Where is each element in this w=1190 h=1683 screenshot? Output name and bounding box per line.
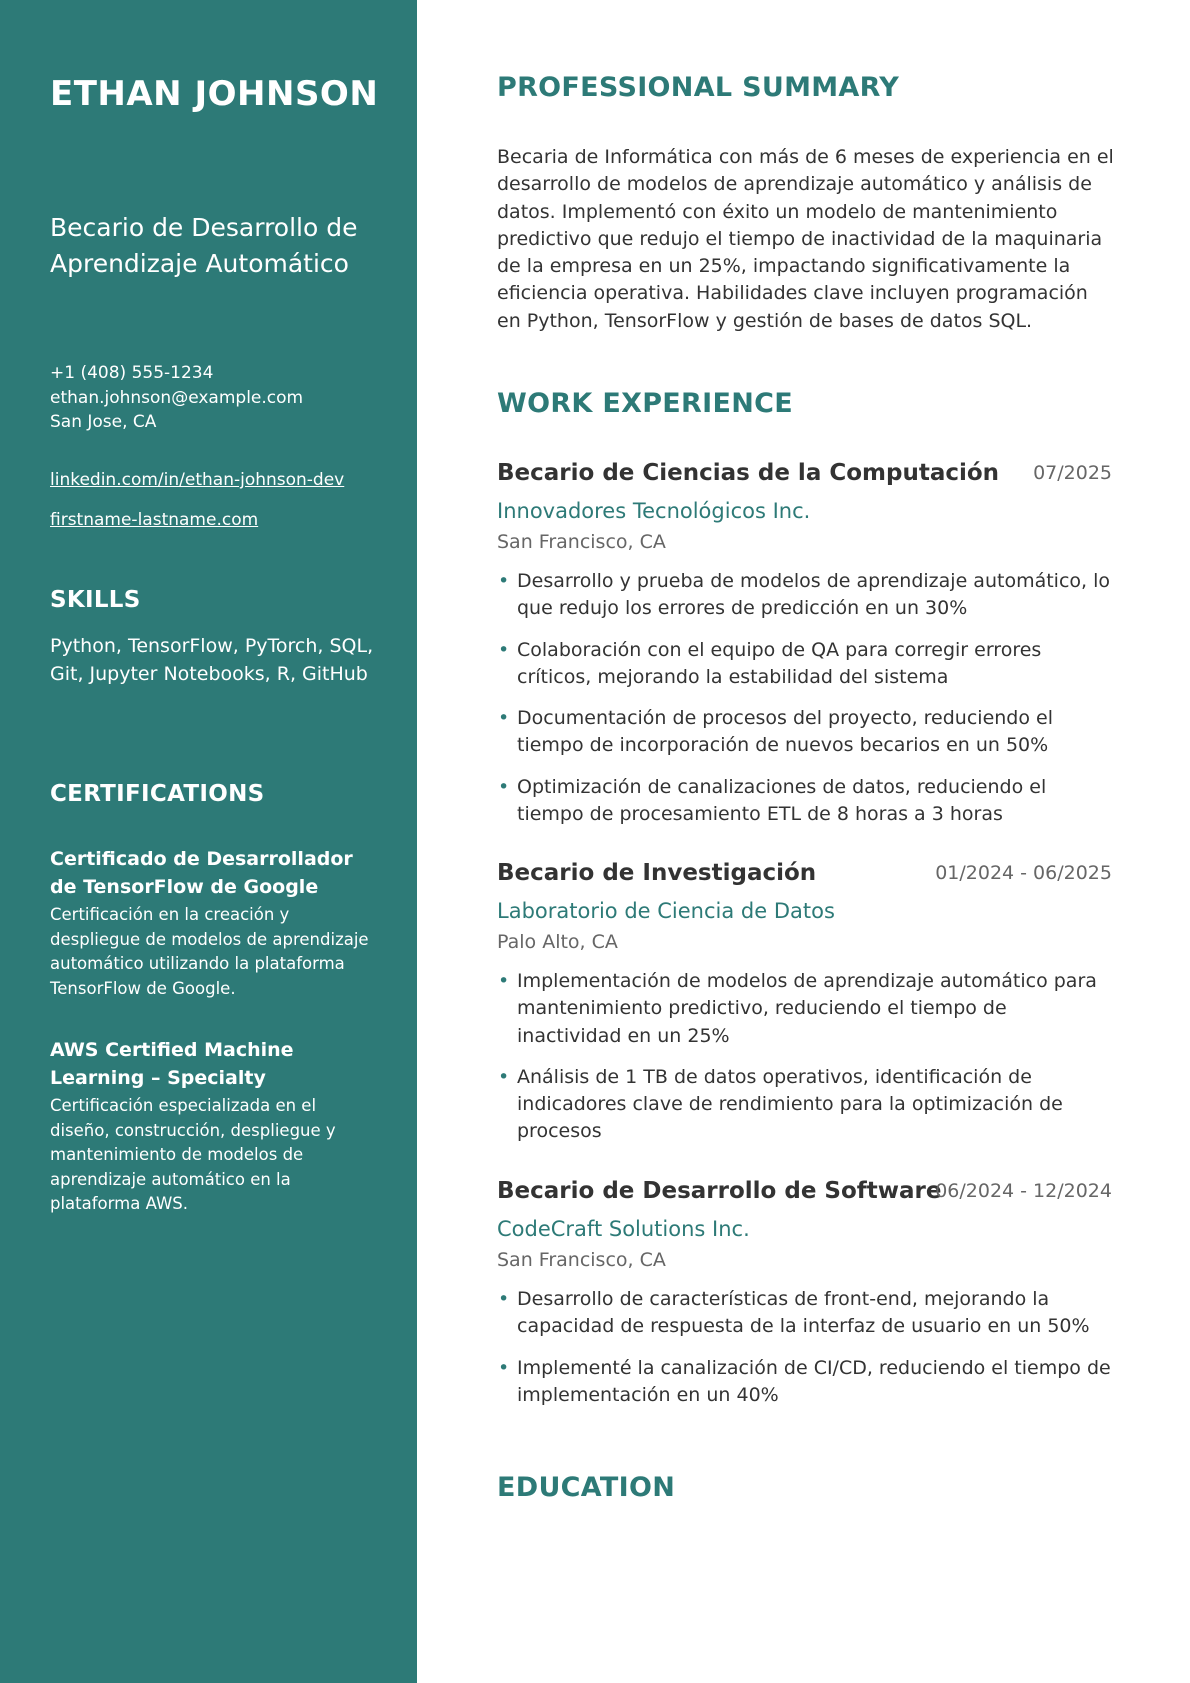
certification-description: Certificación en la creación y despliegue de modelos de aprendizaje automático utilizando la plataforma TensorFlow de Google. xyxy=(50,905,369,998)
skills-heading: SKILLS xyxy=(50,587,141,613)
job-date: 06/2024 - 12/2024 xyxy=(935,1180,1112,1202)
job-header xyxy=(497,460,1112,494)
job-location: Palo Alto, CA xyxy=(497,931,618,953)
bullet-item: • Implementación de modelos de aprendizaje automático para mantenimiento predictivo, reduciendo el tiempo de inactividad en un 25% xyxy=(497,968,1112,1050)
job-role xyxy=(50,210,380,282)
job-header xyxy=(497,1178,1112,1212)
job-bullets xyxy=(497,968,1112,1146)
skills-list: Python, TensorFlow, PyTorch, SQL, Git, Jupyter Notebooks, R, GitHub xyxy=(50,635,374,685)
company-name: Innovadores Tecnológicos Inc. xyxy=(497,499,811,523)
job-title: Becario de Investigación xyxy=(497,860,817,886)
bullet-item: • Implementé la canalización de CI/CD, reduciendo el tiempo de implementación en un 40% xyxy=(497,1355,1112,1410)
contact-info xyxy=(50,361,303,435)
certification-title: Certificado de Desarrollador de TensorFlow de Google xyxy=(50,848,353,898)
certification-description: Certificación especializada en el diseño, construcción, despliegue y mantenimiento de modelos de aprendizaje automático en la plataforma AWS. xyxy=(50,1096,336,1213)
job-location: San Francisco, CA xyxy=(497,531,666,553)
phone-number: +1 (408) 555-1234 xyxy=(50,363,214,383)
bullet-item: • Colaboración con el equipo de QA para corregir errores críticos, mejorando la estabilidad del sistema xyxy=(497,637,1112,692)
job-date: 07/2025 xyxy=(1033,462,1112,484)
job-entry xyxy=(497,460,1112,842)
email-address: ethan.johnson@example.com xyxy=(50,387,304,408)
summary-heading: PROFESSIONAL SUMMARY xyxy=(497,72,900,103)
job-entry xyxy=(497,860,1112,1160)
summary-text: Becaria de Informática con más de 6 meses de experiencia en el desarrollo de modelos de aprendizaje automático y análisis de datos. Implementó con éxito un modelo de mantenimiento predictivo que redujo el tiempo de inactividad de la maquinaria de la empresa en un 25%, impactando significativamente la eficiencia operativa. Habilidades clave incluyen programación en Python, TensorFlow y gestión de bases de datos SQL. xyxy=(497,146,1114,332)
home-location: San Jose, CA xyxy=(50,412,157,432)
main-content xyxy=(497,0,1112,1683)
candidate-name: ETHAN JOHNSON xyxy=(50,74,379,114)
job-title: Becario de Ciencias de la Computación xyxy=(497,460,1000,486)
work-experience-heading: WORK EXPERIENCE xyxy=(497,388,793,419)
education-heading: EDUCATION xyxy=(497,1472,676,1503)
company-name: CodeCraft Solutions Inc. xyxy=(497,1217,750,1241)
bullet-item: • Documentación de procesos del proyecto, reduciendo el tiempo de incorporación de nuevos becarios en un 50% xyxy=(497,705,1112,760)
certifications-heading: CERTIFICATIONS xyxy=(50,781,265,807)
job-title: Becario de Desarrollo de Software xyxy=(497,1178,942,1204)
job-header xyxy=(497,860,1112,894)
job-date: 01/2024 - 06/2025 xyxy=(935,862,1112,884)
bullet-item: • Análisis de 1 TB de datos operativos, identificación de indicadores clave de rendimiento para la optimización de procesos xyxy=(497,1064,1112,1146)
company-name: Laboratorio de Ciencia de Datos xyxy=(497,899,835,923)
job-location: San Francisco, CA xyxy=(497,1249,666,1271)
job-role-line-2: Aprendizaje Automático xyxy=(50,249,349,278)
bullet-item: • Optimización de canalizaciones de datos, reduciendo el tiempo de procesamiento ETL de 8 horas a 3 horas xyxy=(497,774,1112,829)
job-bullets xyxy=(497,1286,1112,1409)
job-role-line-1: Becario de Desarrollo de xyxy=(50,213,358,242)
certification-item xyxy=(50,1037,380,1217)
certification-item xyxy=(50,846,380,1001)
job-bullets xyxy=(497,568,1112,828)
bullet-item: • Desarrollo de características de front-end, mejorando la capacidad de respuesta de la interfaz de usuario en un 50% xyxy=(497,1286,1112,1341)
website-link[interactable]: firstname-lastname.com xyxy=(50,510,259,530)
linkedin-link[interactable]: linkedin.com/in/ethan-johnson-dev xyxy=(50,470,345,490)
sidebar xyxy=(0,0,417,1683)
job-entry xyxy=(497,1178,1112,1423)
certification-title: AWS Certified Machine Learning – Specialty xyxy=(50,1039,294,1089)
bullet-item: • Desarrollo y prueba de modelos de aprendizaje automático, lo que redujo los errores de predicción en un 30% xyxy=(497,568,1112,623)
